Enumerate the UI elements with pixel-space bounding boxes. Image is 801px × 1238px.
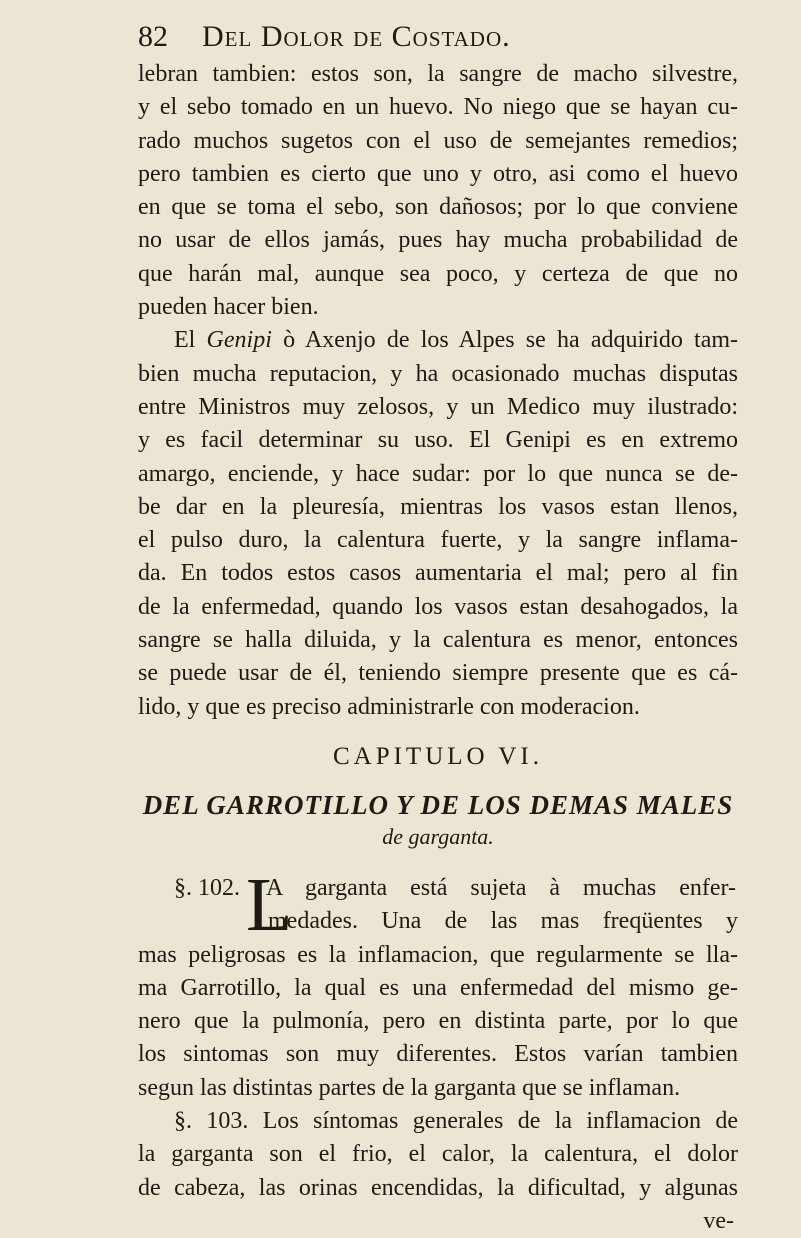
text-line: mas peligrosas es la inflamacion, que regularmente se lla- [138, 941, 738, 968]
text-line: entre Ministros muy zelosos, y un Medico muy ilustrado: [138, 393, 738, 420]
text-line [138, 324, 738, 357]
text-line: se puede usar de él, teniendo siempre presente que es cá- [138, 660, 738, 687]
chapter-subtitle: de garganta. [382, 823, 494, 849]
paragraph-1 [138, 58, 738, 324]
chapter-heading: CAPITULO VI. [332, 742, 544, 770]
section-number: §. 102. [174, 874, 240, 901]
drop-cap: L [246, 862, 293, 947]
line-rest: ò Axenjo de los Alpes se ha adquirido tam- [283, 327, 738, 354]
text-line: sangre se halla diluida, y la calentura es menor, entonces [138, 627, 738, 654]
text-line: be dar en la pleuresía, mientras los vasos estan llenos, [138, 493, 738, 520]
text-line: y el sebo tomado en un huevo. No niego que se hayan cu- [138, 94, 738, 121]
page-header [138, 14, 738, 60]
italic-term-genipi: Genipi [206, 327, 272, 354]
chapter-title: DEL GARROTILLO Y DE LOS DEMAS MALES [142, 789, 734, 820]
text-line: pueden hacer bien. [138, 294, 319, 321]
text-line: §. 103. Los síntomas generales de la inflamacion de [174, 1108, 738, 1135]
word-el: El [174, 327, 196, 354]
text-line: bien mucha reputacion, y ha ocasionado muchas disputas [138, 360, 738, 387]
text-line: en que se toma el sebo, son dañosos; por lo que conviene [138, 194, 738, 221]
text-line: segun las distintas partes de la garganta que se inflaman. [138, 1074, 681, 1101]
running-head: Del Dolor de Costado. [202, 20, 511, 53]
text-line: de cabeza, las orinas encendidas, la dificultad, y algunas [138, 1174, 738, 1201]
paragraph-2 [138, 324, 738, 724]
text-line [138, 872, 738, 905]
text-line: nero que la pulmonía, pero en distinta parte, por lo que [138, 1008, 738, 1035]
text-line: los sintomas son muy diferentes. Estos varían tambien [138, 1041, 738, 1068]
text-line: y es facil determinar su uso. El Genipi es en extremo [138, 427, 738, 454]
catchword: ve- [703, 1207, 734, 1234]
text-line: da. En todos estos casos aumentaria el mal; pero al fin [138, 560, 738, 587]
text-line: pero tambien es cierto que uno y otro, asi como el huevo [138, 160, 738, 187]
body-text [138, 58, 738, 1238]
section-102 [138, 862, 738, 1105]
text-line: rado muchos sugetos con el uso de semejantes remedios; [138, 127, 738, 154]
text-line: el pulso duro, la calentura fuerte, y la sangre inflama- [138, 527, 738, 554]
text-line: ma Garrotillo, la qual es una enfermedad del mismo ge- [138, 974, 738, 1001]
text-line: no usar de ellos jamás, pues hay mucha probabilidad de [138, 227, 738, 254]
text-line: de la enfermedad, quando los vasos estan desahogados, la [138, 593, 738, 620]
text-line: la garganta son el frio, el calor, la calentura, el dolor [138, 1141, 738, 1168]
page-number: 82 [138, 20, 168, 53]
text-line: que harán mal, aunque sea poco, y certeza de que no [138, 260, 738, 287]
section-103 [138, 1105, 738, 1238]
text-line: medades. Una de las mas freqüentes y [268, 908, 738, 935]
text-line: lebran tambien: estos son, la sangre de macho silvestre, [138, 61, 738, 87]
text-line: lido, y que es preciso administrarle con moderacion. [138, 693, 640, 720]
line-rest: A garganta está sujeta à muchas enfer- [266, 874, 736, 901]
text-line: amargo, enciende, y hace sudar: por lo que nunca se de- [138, 460, 738, 487]
